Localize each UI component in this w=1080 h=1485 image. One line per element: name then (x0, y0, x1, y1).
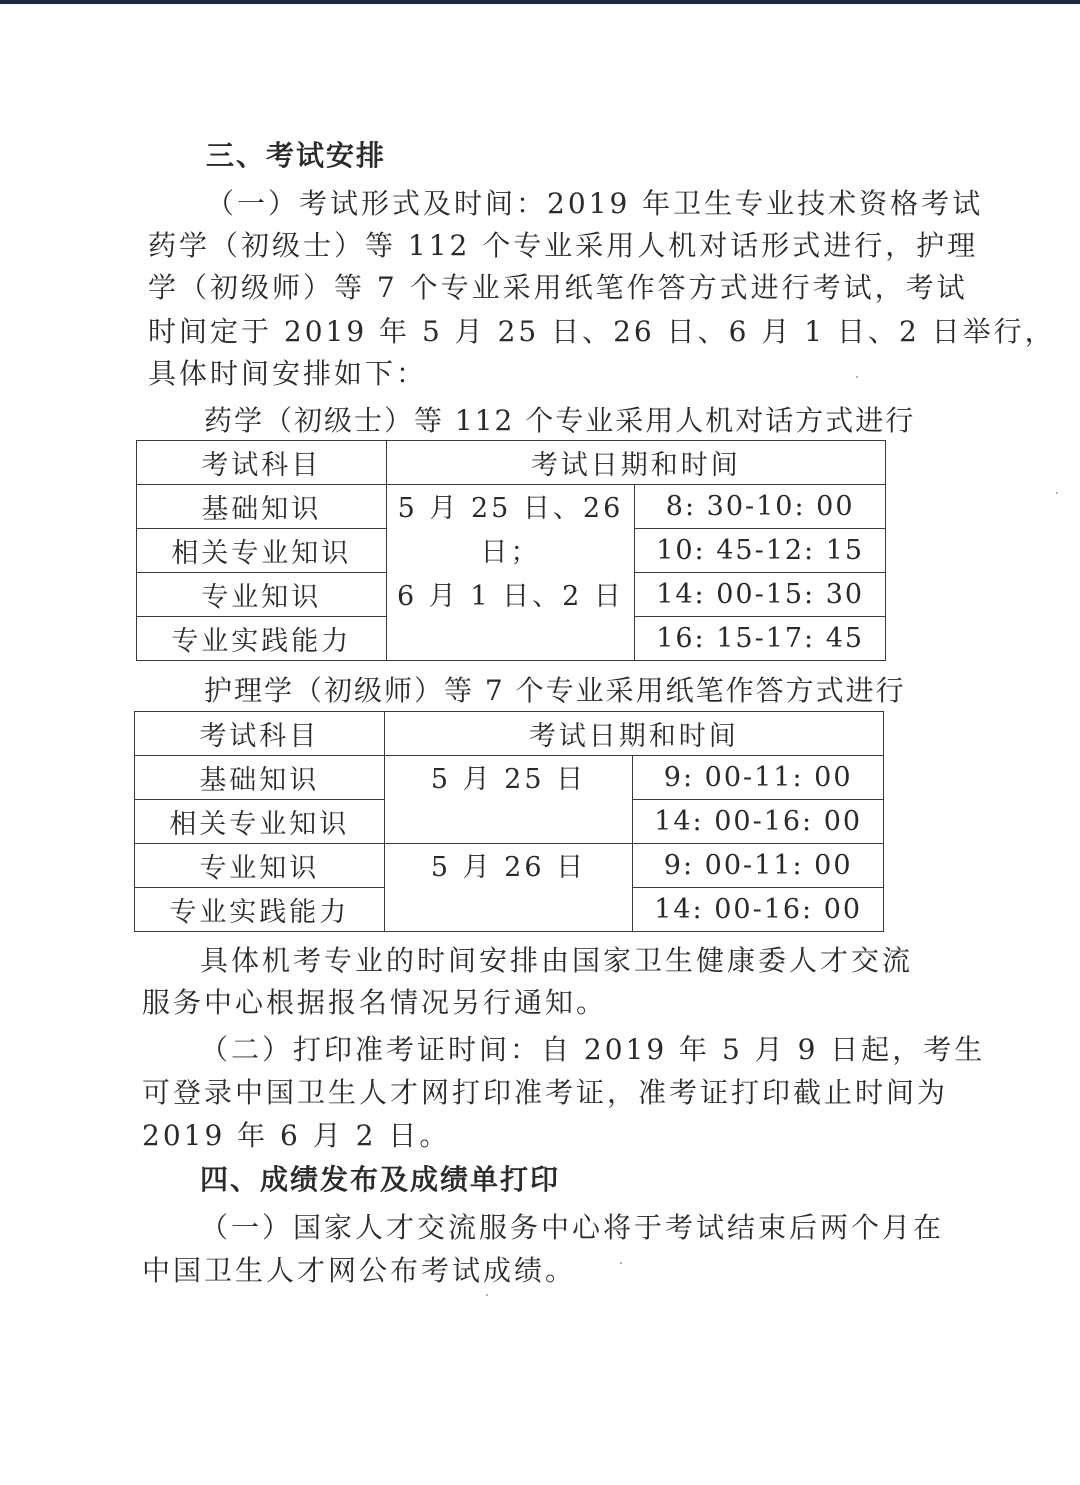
header-datetime: 考试日期和时间 (384, 712, 883, 756)
time-cell: 14: 00-15: 30 (635, 573, 886, 617)
subject-cell: 基础知识 (135, 756, 385, 800)
paragraph-line: 中国卫生人才网公布考试成绩。 (142, 1254, 577, 1287)
date-cell: 5 月 25 日 (384, 756, 633, 844)
date-cell: 5 月 26 日 (384, 844, 633, 932)
date-cell (386, 485, 635, 661)
subject-cell: 基础知识 (137, 485, 387, 529)
subject-cell: 相关专业知识 (137, 529, 387, 573)
section-3-heading: 三、考试安排 (206, 139, 387, 172)
table-header-row (137, 441, 886, 485)
paragraph-line: （二）打印准考证时间：自 2019 年 5 月 9 日起，考生 (200, 1033, 986, 1066)
schedule-table-computer-based (136, 440, 886, 661)
scan-speck (620, 1262, 622, 1264)
paragraph-line: 具体机考专业的时间安排由国家卫生健康委人才交流 (200, 944, 914, 977)
header-subject: 考试科目 (135, 712, 385, 756)
subject-cell: 专业知识 (135, 844, 385, 888)
subject-cell: 专业实践能力 (137, 617, 387, 661)
table-header-row (135, 712, 884, 756)
subject-cell: 专业实践能力 (135, 888, 385, 932)
header-datetime: 考试日期和时间 (386, 441, 885, 485)
paragraph-line: 学（初级师）等 7 个专业采用纸笔作答方式进行考试，考试 (148, 271, 968, 304)
paragraph-line: 可登录中国卫生人才网打印准考证，准考证打印截止时间为 (142, 1076, 949, 1109)
scan-speck (1056, 492, 1058, 494)
subject-cell: 专业知识 (137, 573, 387, 617)
section-4-heading: 四、成绩发布及成绩单打印 (200, 1163, 561, 1196)
time-cell: 14: 00-16: 00 (633, 800, 884, 844)
date-line: 6 月 1 日、2 日 (397, 581, 624, 612)
table-1-caption: 药学（初级士）等 112 个专业采用人机对话方式进行 (204, 404, 916, 437)
time-cell: 16: 15-17: 45 (635, 617, 886, 661)
schedule-table-paper-based (134, 711, 884, 932)
paragraph-line: （一）国家人才交流服务中心将于考试结束后两个月在 (200, 1211, 945, 1244)
table-2-caption: 护理学（初级师）等 7 个专业采用纸笔作答方式进行 (204, 674, 906, 707)
paragraph-line: 2019 年 6 月 2 日。 (142, 1119, 451, 1152)
subject-cell: 相关专业知识 (135, 800, 385, 844)
paragraph-line: 服务中心根据报名情况另行通知。 (142, 986, 608, 1019)
paragraph-line: （一）考试形式及时间：2019 年卫生专业技术资格考试 (206, 187, 984, 220)
scan-speck (486, 1294, 488, 1296)
time-cell: 8: 30-10: 00 (635, 485, 886, 529)
time-cell: 9: 00-11: 00 (633, 756, 884, 800)
header-subject: 考试科目 (137, 441, 387, 485)
date-line: 5 月 25 日、26 日； (397, 493, 624, 568)
time-cell: 10: 45-12: 15 (635, 529, 886, 573)
table-row (135, 844, 884, 888)
time-cell: 14: 00-16: 00 (633, 888, 884, 932)
scan-top-edge (0, 0, 1080, 4)
paragraph-line: 药学（初级士）等 112 个专业采用人机对话形式进行，护理 (148, 229, 979, 262)
time-cell: 9: 00-11: 00 (633, 844, 884, 888)
table-row (137, 485, 886, 529)
scan-speck (856, 376, 858, 378)
paragraph-line: 具体时间安排如下： (148, 357, 428, 390)
paragraph-line: 时间定于 2019 年 5 月 25 日、26 日、6 月 1 日、2 日举行， (148, 315, 1056, 348)
table-row (135, 756, 884, 800)
